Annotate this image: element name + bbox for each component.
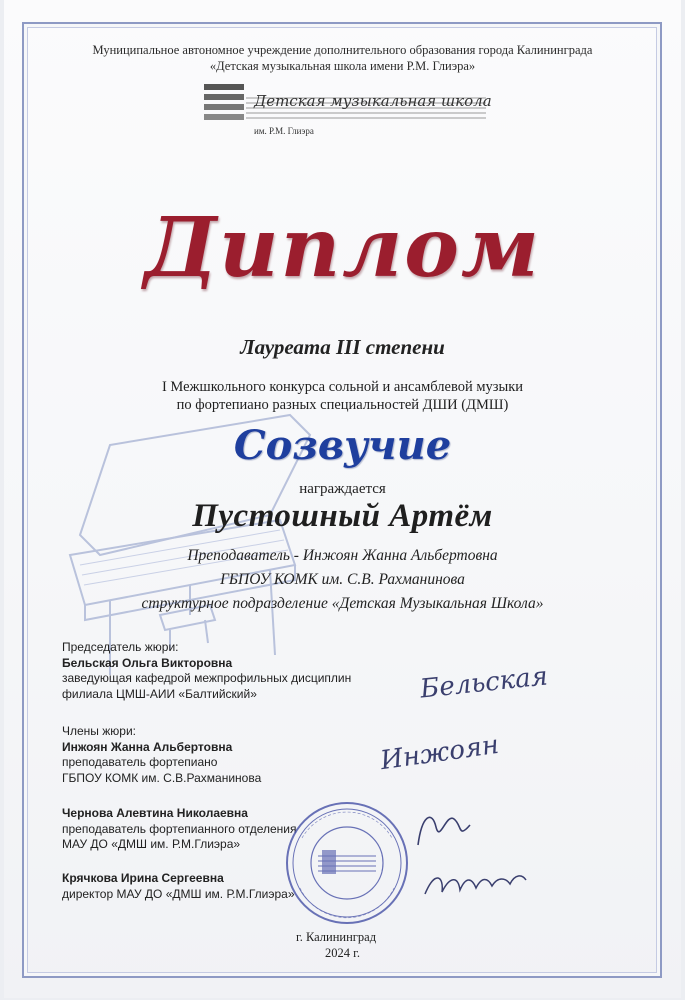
jury-chair-block — [62, 640, 351, 702]
jury-member1-name: Инжоян Жанна Альбертовна — [62, 739, 233, 754]
signature-member1: Инжоян — [378, 729, 501, 777]
jury-chair-label: Председатель жюри: — [62, 640, 179, 654]
jury-member3-name: Крячкова Ирина Сергеевна — [62, 871, 224, 885]
institution-line1: Муниципальное автономное учреждение дополнительного образования города Калининграда — [92, 43, 593, 57]
jury-members-label: Члены жюри: — [62, 724, 136, 738]
staff-book-icon — [202, 80, 250, 130]
signature-chair: Бельская — [418, 661, 550, 705]
jury-member1-org: ГБПОУ КОМК им. С.В.Рахманинова — [62, 770, 262, 785]
signature-member3-scribble — [420, 862, 530, 902]
winner-name: Пустошный Артём — [192, 498, 493, 534]
diploma-title: Диплом — [144, 200, 541, 296]
logo-subtext: им. Р.М. Глиэра — [254, 126, 314, 136]
signature-member2-scribble — [410, 805, 480, 850]
official-stamp — [282, 798, 412, 928]
subdivision-line: структурное подразделение «Детская Музыкальная Школа» — [141, 595, 544, 612]
jury-member2-name: Чернова Алевтина Николаевна — [62, 806, 248, 820]
contest-name: Созвучие — [233, 422, 452, 469]
logo-text: Детская музыкальная школа — [254, 92, 492, 110]
jury-chair-name: Бельская Ольга Викторовна — [62, 655, 233, 670]
laureate-degree: Лауреата III степени — [240, 335, 445, 359]
contest-line2: по фортепиано разных специальностей ДШИ (ДМШ) — [176, 397, 509, 413]
institution-line2: «Детская музыкальная школа имени Р.М. Глиэра» — [209, 59, 476, 73]
jury-member2-org: МАУ ДО «ДМШ им. Р.М.Глиэра» — [62, 837, 241, 851]
teacher-line: Преподаватель - Инжоян Жанна Альбертовна — [187, 547, 498, 564]
jury-chair-branch: филиала ЦМШ-АИИ «Балтийский» — [62, 686, 257, 701]
jury-member2-position: преподаватель фортепианного отделения — [62, 821, 297, 836]
jury-chair-position: заведующая кафедрой межпрофильных дисциплин — [62, 671, 352, 685]
teacher-institution: ГБПОУ КОМК им. С.В. Рахманинова — [220, 571, 465, 588]
jury-member1-position: преподаватель фортепиано — [62, 755, 218, 769]
jury-member3-block — [62, 871, 295, 902]
jury-member2-block — [62, 806, 297, 853]
school-logo — [202, 80, 492, 142]
footer-city: г. Калининград — [296, 930, 377, 944]
awarded-label: награждается — [299, 481, 386, 497]
jury-member3-position: директор МАУ ДО «ДМШ им. Р.М.Глиэра» — [62, 886, 295, 901]
footer-year: 2024 г. — [325, 946, 360, 960]
jury-member1-block — [62, 724, 261, 786]
contest-line1: I Межшкольного конкурса сольной и ансамблевой музыки — [161, 379, 524, 395]
